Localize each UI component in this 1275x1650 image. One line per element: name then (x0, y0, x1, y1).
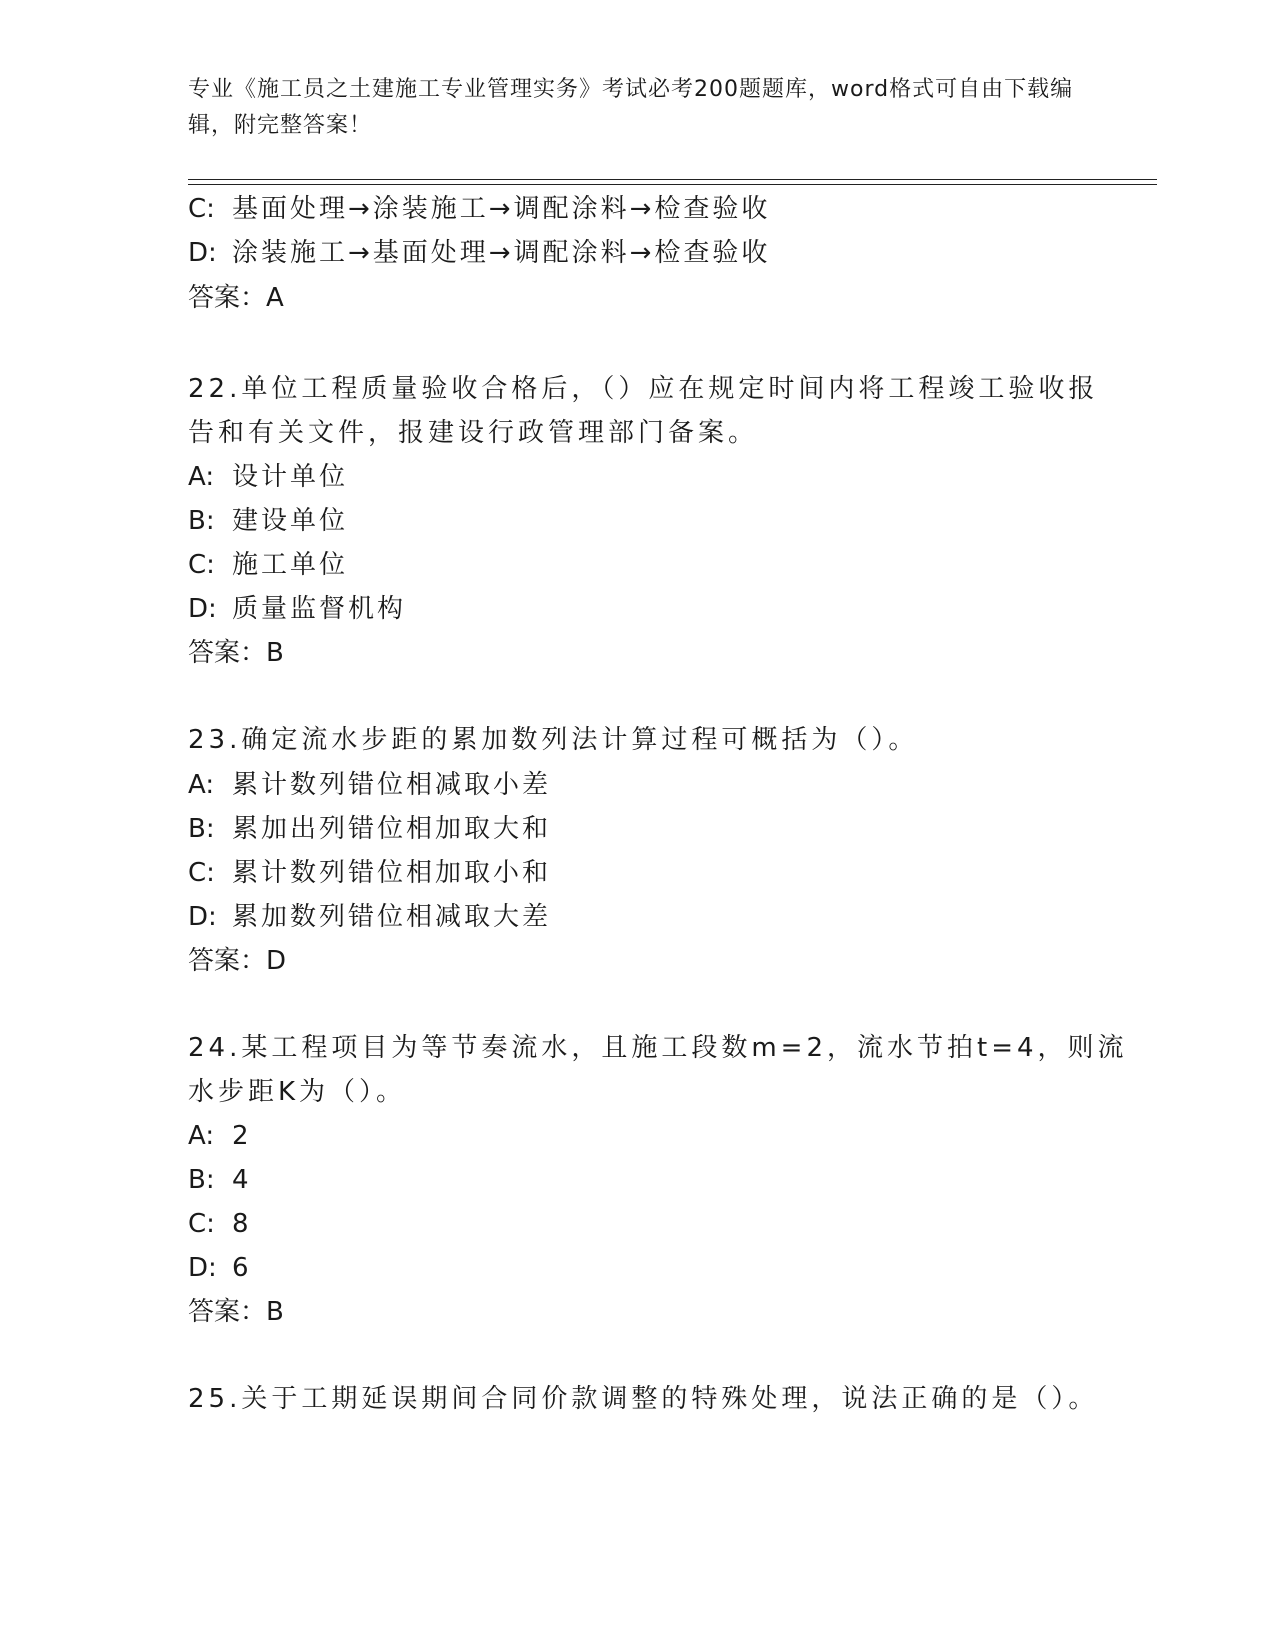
header-divider (188, 179, 1157, 180)
page-header: 专业《施工员之土建施工专业管理实务》考试必考200题题库，word格式可自由下载编辑，附完整答案！ (188, 77, 1074, 138)
answer-22: 答案：B (188, 638, 284, 668)
answer-23: 答案：D (188, 946, 287, 976)
option-c: C: 施工单位 (188, 550, 349, 580)
question-24-stem: 24.某工程项目为等节奏流水，且施工段数m=2，流水节拍t=4，则流 (188, 1033, 1128, 1063)
option-a: A: 2 (188, 1121, 252, 1151)
question-22-stem: 22.单位工程质量验收合格后，（）应在规定时间内将工程竣工验收报 (188, 374, 1099, 404)
option-a: A: 设计单位 (188, 462, 349, 492)
option-d: D: 6 (188, 1253, 252, 1283)
option-d: D: 涂装施工→基面处理→调配涂料→检查验收 (188, 238, 771, 268)
option-d: D: 质量监督机构 (188, 594, 407, 624)
option-b: B: 建设单位 (188, 506, 349, 536)
option-b: B: 4 (188, 1165, 252, 1195)
option-d: D: 累加数列错位相减取大差 (188, 902, 552, 932)
question-25-stem: 25.关于工期延误期间合同价款调整的特殊处理，说法正确的是（）。 (188, 1384, 1099, 1414)
option-a: A: 累计数列错位相减取小差 (188, 770, 552, 800)
answer-21: 答案：A (188, 283, 284, 313)
option-c: C: 基面处理→涂装施工→调配涂料→检查验收 (188, 194, 771, 224)
option-b: B: 累加出列错位相加取大和 (188, 814, 552, 844)
option-c: C: 8 (188, 1209, 252, 1239)
header-divider (188, 184, 1157, 185)
question-22-stem-cont: 告和有关文件，报建设行政管理部门备案。 (188, 418, 759, 448)
question-23-stem: 23.确定流水步距的累加数列法计算过程可概括为（）。 (188, 725, 919, 755)
question-24-stem-cont: 水步距K为（）。 (188, 1077, 407, 1107)
answer-24: 答案：B (188, 1297, 284, 1327)
option-c: C: 累计数列错位相加取小和 (188, 858, 552, 888)
